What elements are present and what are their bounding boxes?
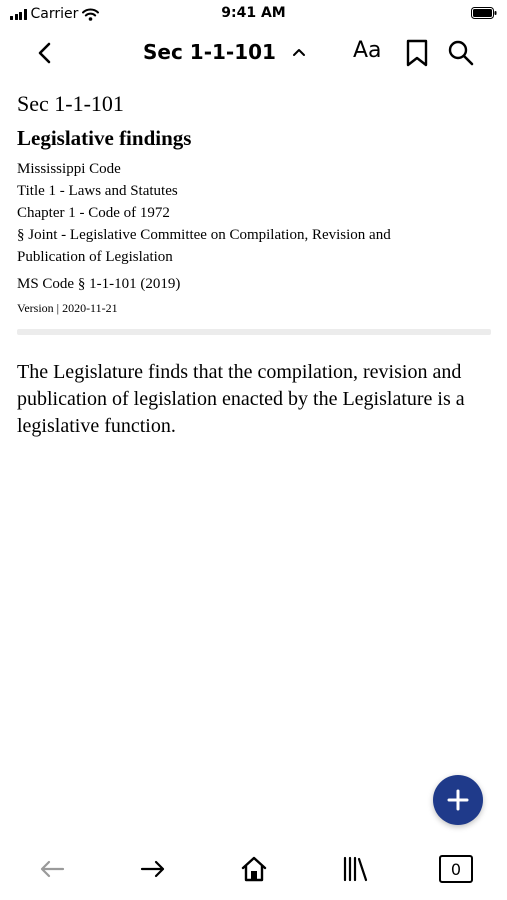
status-bar <box>0 0 507 28</box>
divider <box>17 329 491 335</box>
citation: MS Code § 1-1-101 (2019) <box>17 276 181 292</box>
section-body-text: The Legislature finds that the compilation, revision and publication of legislation enacted by the Legislature is a legislative function. <box>17 361 465 437</box>
status-time: 9:41 AM <box>221 5 286 21</box>
document-content <box>17 90 492 440</box>
section-title-toggle[interactable] <box>143 40 308 64</box>
home-button[interactable] <box>236 853 272 885</box>
library-icon <box>340 855 370 883</box>
breadcrumb-committee-cont[interactable]: Publication of Legislation <box>17 249 173 265</box>
tabs-button[interactable] <box>438 853 474 885</box>
arrow-left-icon <box>37 857 67 881</box>
battery-icon <box>471 7 497 19</box>
font-size-button[interactable]: Aa <box>353 38 382 63</box>
nav-title: Sec 1-1-101 <box>143 40 276 64</box>
history-forward-button[interactable] <box>135 853 171 885</box>
breadcrumb-committee[interactable]: § Joint - Legislative Committee on Compilation, Revision and <box>17 227 391 243</box>
breadcrumb-code[interactable]: Mississippi Code <box>17 161 121 177</box>
home-icon <box>239 854 269 884</box>
version-label: Version | 2020-11-21 <box>17 301 118 315</box>
tabs-icon: 0 <box>439 855 473 883</box>
breadcrumb-title[interactable]: Title 1 - Laws and Statutes <box>17 183 178 199</box>
library-button[interactable] <box>337 853 373 885</box>
history-back-button[interactable] <box>34 853 70 885</box>
add-button[interactable] <box>433 775 483 825</box>
bottom-toolbar <box>0 845 507 893</box>
document-title: Legislative findings <box>17 126 192 150</box>
breadcrumb-chapter[interactable]: Chapter 1 - Code of 1972 <box>17 205 170 221</box>
arrow-right-icon <box>138 857 168 881</box>
chevron-up-icon <box>290 43 308 61</box>
section-heading: Sec 1-1-101 <box>17 91 124 116</box>
breadcrumb <box>17 158 492 268</box>
plus-icon <box>446 788 470 812</box>
bookmark-icon[interactable] <box>404 38 430 68</box>
carrier-label: Carrier <box>30 6 79 22</box>
nav-bar <box>0 30 507 76</box>
search-icon[interactable] <box>446 38 476 68</box>
back-chevron-icon[interactable] <box>30 38 60 68</box>
